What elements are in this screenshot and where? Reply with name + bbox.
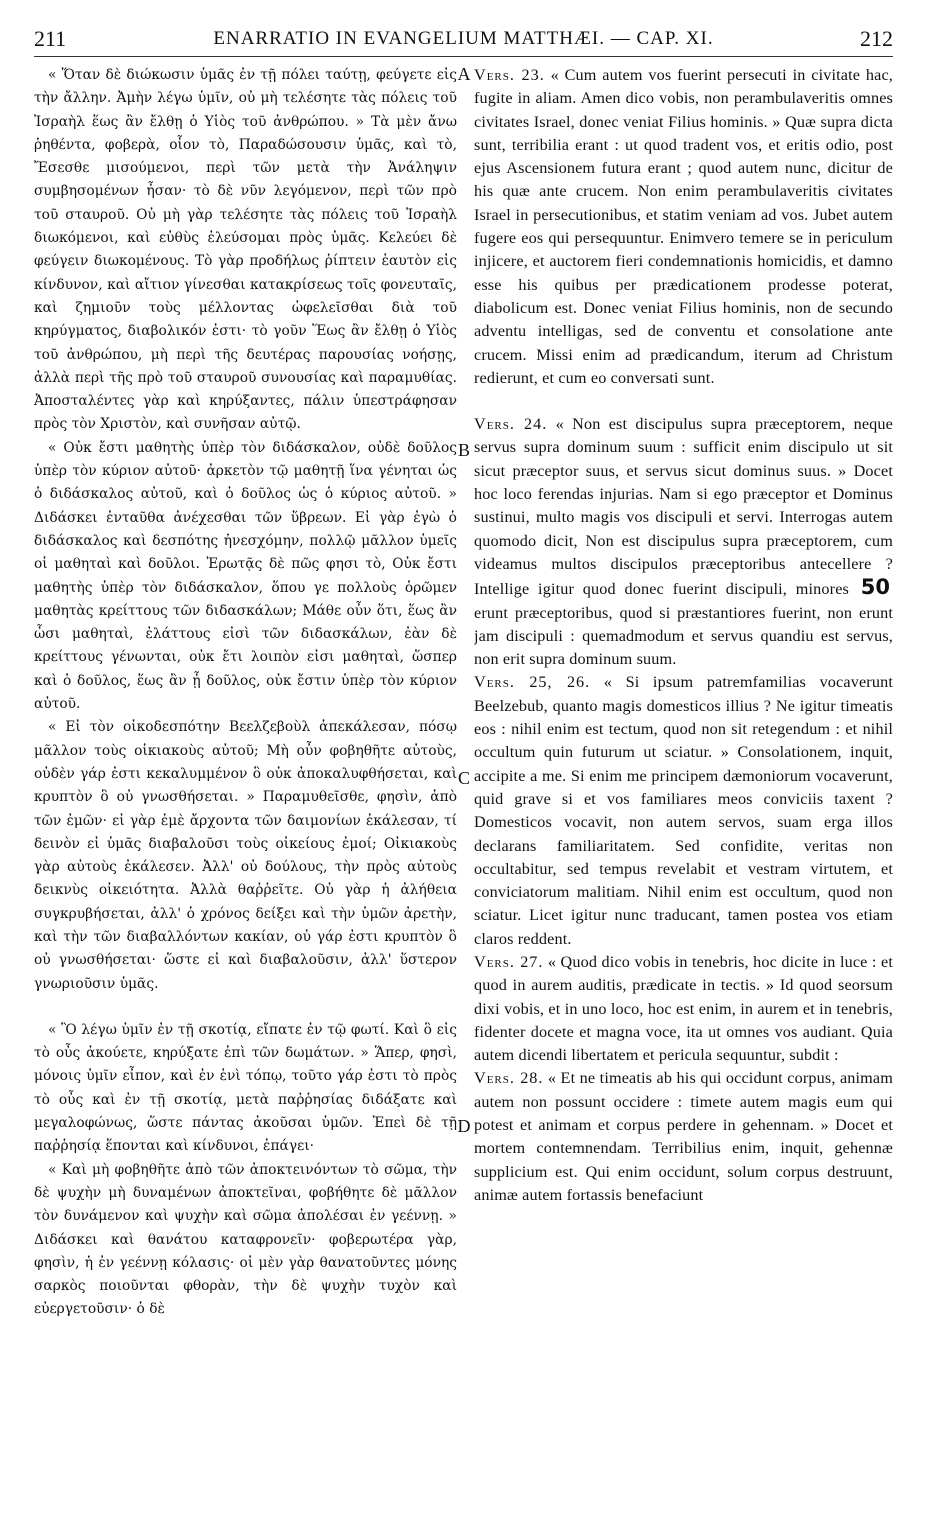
column-number: 50 bbox=[860, 575, 890, 600]
verse-23 bbox=[474, 64, 893, 390]
verse-text: « Et ne timeatis ab his qui occidunt corpus, animam autem non possunt occidere : timete autem magis eum qui potest et animam et corpus perdere in gehennam. » Docet et mortem contemnendam. Terribilius enim, inquit, gehennæ supplicium est. Qui enim occidunt, solum corpus destruunt, animæ autem fortassis benefaciunt bbox=[474, 1069, 893, 1204]
verse-text: erunt præceptoribus, quod si præstantiores fuerint, non erunt jam discipuli : quemadmodum et servus quandiu est servus, non erit supra dominum suum. bbox=[474, 603, 893, 669]
latin-column bbox=[474, 64, 893, 1518]
header-rule bbox=[34, 56, 893, 57]
verse-28 bbox=[474, 1067, 893, 1207]
margin-marker-c: C bbox=[457, 768, 470, 788]
verse-text: « Quod dico vobis in tenebris, hoc dicite in luce : et quod in aurem auditis, prædicate in tectis. » Id quod seorsum dixi vobis, et in uno loco, hoc est enim, in aurem et in tenebris, fidenter docete et magna voce, ita ut omnes vos audiant. Quia autem dicendi libertatem et pericula sequuntur, subdit : bbox=[474, 952, 893, 1065]
verse-25-26 bbox=[474, 671, 893, 951]
greek-paragraph: « Ὅταν δὲ διώκωσιν ὑμᾶς ἐν τῇ πόλει ταύτῃ, φεύγετε εἰς τὴν ἄλλην. Ἀμὴν λέγω ὑμῖν, οὐ μὴ τελέσητε τὰς πόλεις τοῦ Ἰσραὴλ ἕως ἂν ἔλθῃ ὁ Υἱὸς τοῦ ἀνθρώπου. » Τὰ μὲν ἄνω ῥηθέντα, φοβερὰ, οἷον τὸ, Παραδώσουσιν ὑμᾶς, καὶ τὸ, Ἔσεσθε μισούμενοι, περὶ τῶν μετὰ τὴν Ἀνάληψιν συμβησομένων ἦσαν· τὸ δὲ νῦν λεγόμενον, περὶ τῶν πρὸ τοῦ σταυροῦ. Οὐ μὴ γὰρ τελέσητε τὰς πόλεις τοῦ Ἰσραὴλ διωκόμενοι, καὶ εὐθὺς ἐλεύσομαι πρὸς ὑμᾶς. Κελεύει δὲ φεύγειν διωκομένους. Τὸ γὰρ προδήλως ῥίπτειν ἑαυτὸν εἰς κίνδυνον, καὶ αἴτιον γίνεσθαι κατακρίσεως τοῖς φονευταῖς, καὶ ζημιοῦν τοὺς μέλλοντας ὠφελεῖσθαι διὰ τοῦ κηρύγματος, διαβολικόν ἐστι· τὸ γοῦν Ἕως ἂν ἔλθῃ ὁ Υἱὸς τοῦ ἀνθρώπου, μὴ περὶ τῆς δευτέρας παρουσίας νοήσῃς, ἀλλὰ περὶ τῆς πρὸ τοῦ σταυροῦ συνουσίας καὶ παραμυθίας. Ἀποσταλέντες γὰρ καὶ κηρύξαντες, πάλιν ὑπεστράφησαν πρὸς τὸν Χριστὸν, καὶ συνῆσαν αὐτῷ. bbox=[34, 67, 457, 433]
page-number-left: 211 bbox=[34, 26, 67, 51]
greek-paragraph: « Ὃ λέγω ὑμῖν ἐν τῇ σκοτίᾳ, εἴπατε ἐν τῷ φωτί. Καὶ ὃ εἰς τὸ οὖς ἀκούετε, κηρύξατε ἐπὶ τῶν δωμάτων. » Ἅπερ, φησὶ, μόνοις ὑμῖν εἶπον, καὶ ἐν ἑνὶ τόπῳ, τοῦτο γάρ ἐστι τὸ πρὸς τὸ οὖς καὶ ἐν τῇ σκοτίᾳ, μετὰ παῤῥησίας διδάξατε καὶ μεγαλοφώνως, ὥστε πάντας ἀκοῦσαι ὑμῶν. Ἐπεὶ δὲ τῇ παῤῥησίᾳ ἕπονται καὶ κίνδυνοι, ἐπάγει· bbox=[34, 1021, 457, 1155]
verse-label: Vers. 25, 26. bbox=[474, 673, 591, 692]
verse-label: Vers. 28. bbox=[474, 1069, 544, 1088]
verse-text: « Si ipsum patremfamilias vocaverunt Beelzebub, quanto magis domesticos illius ? Ne igitur timeatis eos : nihil enim est tectum, quod non sit retegendum : et nihil occultum quin futurum ut sciatur. » Consolationem, inquit, accipite a me. Si enim me principem dæmoniorum vocaverunt, quid grave si et vos familiares meos conviciis taxent ? Domesticos vocavit, non autem servos, suam erga illos declarans familiaritatem. Sed confidite, veritas non occultabitur, sed tempus revelabit et vestram virtutem, et conviciatorum malitiam. Nihil enim est occultum, quod non sciatur. Licet igitur nunc traducant, tamen postea vos etiam claros reddent. bbox=[474, 673, 893, 948]
margin-marker-d: D bbox=[457, 1116, 471, 1136]
greek-paragraph: « Καὶ μὴ φοβηθῆτε ἀπὸ τῶν ἀποκτεινόντων τὸ σῶμα, τὴν δὲ ψυχὴν μὴ δυναμένων ἀποκτεῖναι, φοβήθητε δὲ μᾶλλον τὸν δυνάμενον καὶ ψυχὴν καὶ σῶμα ἀπολέσαι ἐν γεέννῃ. » Διδάσκει καὶ θανάτου καταφρονεῖν· φοβερωτέρα γὰρ, φησὶν, ἡ ἐν γεέννῃ κόλασις· οἱ μὲν γὰρ θανατοῦντες μόνης σαρκὸς ποιοῦνται φθορὰν, τὴν δὲ ψυχὴν τυχὸν καὶ εὐεργετοῦσιν· ὁ δὲ bbox=[34, 1161, 457, 1318]
margin-marker-b: B bbox=[457, 440, 470, 460]
greek-paragraph: « Οὐκ ἔστι μαθητὴς ὑπὲρ τὸν διδάσκαλον, οὐδὲ δοῦλος ὑπὲρ τὸν κύριον αὐτοῦ· ἀρκετὸν τῷ μαθητῇ ἵνα γένηται ὡς ὁ διδάσκαλος αὐτοῦ, καὶ ὁ δοῦλος ὡς ὁ κύριος αὐτοῦ. » Διδάσκει ἐνταῦθα ἀνέχεσθαι τῶν ὕβρεων. Εἰ γὰρ ἐγὼ ὁ διδάσκαλος καὶ δεσπότης ἠνεσχόμην, πολλῷ μᾶλλον ὑμεῖς οἱ μαθηταὶ καὶ δοῦλοι. Ἐρωτᾷς δὲ πῶς φησι τὸ, Οὐκ ἔστι μαθητὴς ὑπὲρ τὸν διδάσκαλον, ὅπου γε πολλοὺς ὁρῶμεν μαθητὰς κρείττους τῶν διδασκάλων; Μάθε οὖν ὅτι, ἕως ἂν ὦσι μαθηταὶ, ἐλάττους εἰσὶ τῶν διδασκάλων, ἐὰν δὲ κρείττους γένωνται, οὐκ ἔτι λοιπὸν εἰσι μαθηταὶ, ὥσπερ καὶ ὁ δοῦλος, ἕως ἂν ᾖ δοῦλος, οὐκ ἔστιν ὑπὲρ τὸν κύριον αὐτοῦ. bbox=[34, 439, 457, 713]
verse-text: « Non est discipulus supra præceptorem, neque servus supra dominum suum : sufficit enim discipulo ut sit sicut præceptor suus, et servus sicut dominus suus. » Docet hoc loco ferendas injurias. Nam si ego præceptor et Dominus sustinui, multo magis vos discipuli et servi. Interrogas autem quomodo dicit, Non est discipulus supra præceptorem, cum videamus multos discipulos præceptoribus antecellere ? Intellige igitur quod donec fuerint discipuli, minores bbox=[474, 415, 893, 599]
verse-label: Vers. 24. bbox=[474, 415, 548, 434]
greek-column bbox=[34, 64, 457, 1518]
verse-text: « Cum autem vos fuerint persecuti in civitate hac, fugite in aliam. Amen dico vobis, non perambulaveritis omnes civitates Israel, donec veniat Filius hominis. » Quæ supra dicta sunt, terribilia erant : ut quod tradent vos, et eritis odio, post ejus Ascensionem futura erant ; quod autem nunc, dicitur de his quæ ante crucem. Non enim perambulaveritis civitates Israel in persecutionibus, et statim veniam ad vos. Jubet autem fugere eos qui persequuntur. Enimvero temere se in periculum injicere, et auctorem fieri condemnationis homicidis, et damno esse his quibus per prædicationem prodesse poterat, diabolicum est. Donec veniat Filius hominis, non de secundo adventu intelligas, sed de conventu et consolatione ante crucem. Missi enim ad prædicandum, iterum ad Christum redierunt, et cum eo conversati sunt. bbox=[474, 66, 893, 387]
verse-24 bbox=[474, 413, 893, 671]
page-number-right: 212 bbox=[860, 26, 893, 51]
verse-label: Vers. 27. bbox=[474, 952, 544, 971]
margin-marker-a: A bbox=[457, 64, 471, 84]
running-title: ENARRATIO IN EVANGELIUM MATTHÆI. — CAP. XI. bbox=[213, 28, 714, 49]
page-header bbox=[34, 26, 893, 54]
greek-paragraph: « Εἰ τὸν οἰκοδεσπότην Βεελζεβοὺλ ἀπεκάλεσαν, πόσῳ μᾶλλον τοὺς οἰκιακοὺς αὐτοῦ; Μὴ οὖν φοβηθῆτε αὐτοὺς, οὐδὲν γάρ ἐστι κεκαλυμμένον ὃ οὐκ ἀποκαλυφθήσεται, καὶ κρυπτὸν ὃ οὐ γνωσθήσεται. » Παραμυθεῖσθε, φησὶν, ἀπὸ τῶν ἐμῶν· εἰ γὰρ ἐμὲ ἄρχοντα τῶν δαιμονίων ἐκάλεσαν, τί δεινὸν εἰ ὑμᾶς διαβαλοῦσι τοὺς οἰκείους ἐμοί; Οἰκιακοὺς γὰρ αὐτοὺς ἐκάλεσεν. Ἀλλ' οὐ δούλους, τὴν πρὸς αὐτοὺς δεικνὺς οἰκειότητα. Ἀλλὰ θαῤῥεῖτε. Οὐ γὰρ ἡ ἀλήθεια συγκρυβήσεται, ἀλλ' ὁ χρόνος δείξει καὶ τὴν ὑμῶν ἀρετὴν, καὶ τὴν τῶν διαβαλλόντων κακίαν, οὐ γάρ ἐστι κρυπτὸν ὃ οὐ γνωσθήσεται· ὥστε εἰ καὶ διαβαλοῦσιν, ἀλλ' ὕστερον γνωριοῦσιν ὑμᾶς. bbox=[34, 719, 457, 992]
verse-27 bbox=[474, 951, 893, 1067]
verse-label: Vers. 23. bbox=[474, 66, 545, 84]
